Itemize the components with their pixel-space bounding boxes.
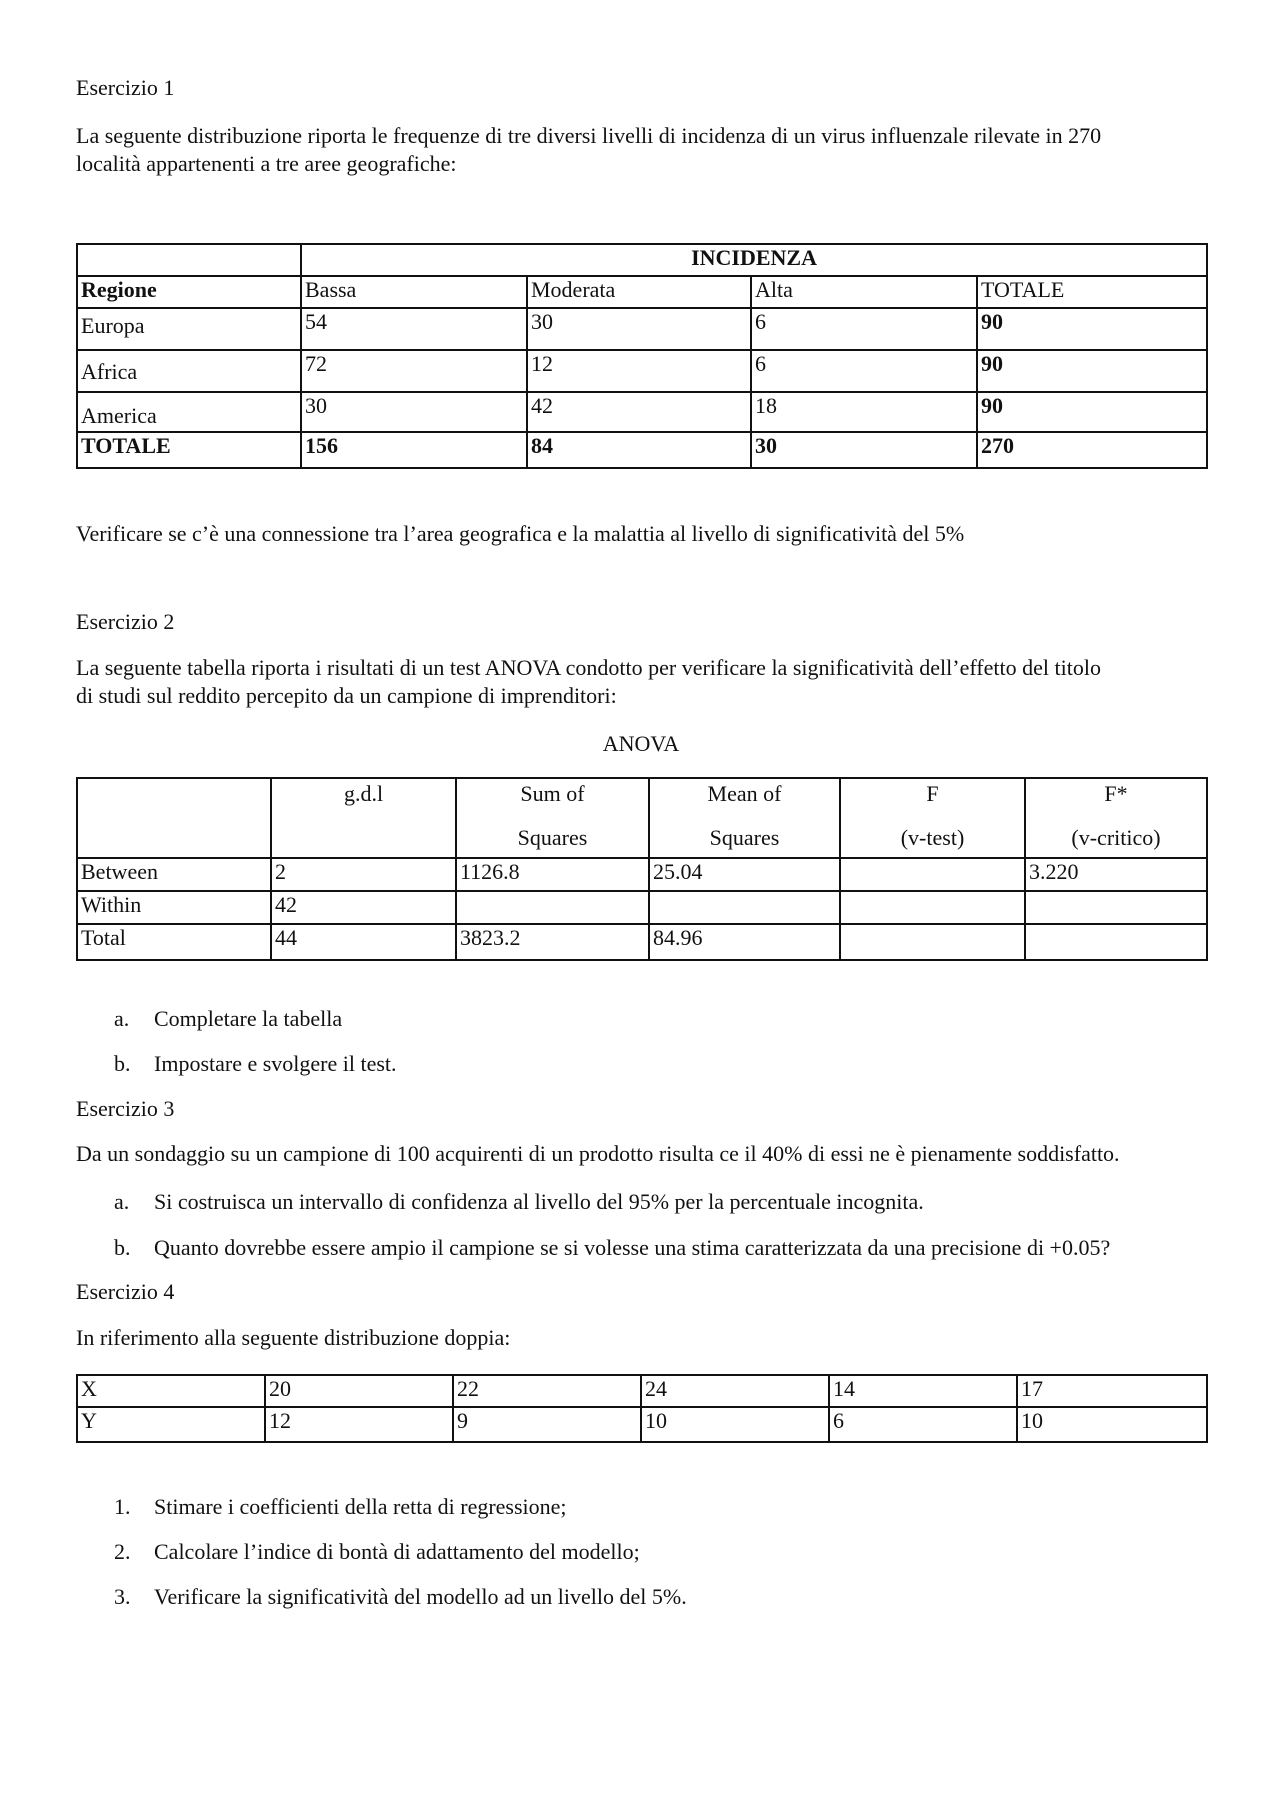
list-item-text: Verificare la significatività del modello ad un livello del 5%. [154,1584,687,1609]
table-cell [1025,924,1207,960]
table-cell: 42 [527,392,751,432]
header-line-top: Mean of [707,781,782,806]
row-label: TOTALE [77,432,301,468]
row-total: 90 [977,308,1207,350]
table-header-row [77,276,1207,308]
exercise-1-question: Verificare se c’è una connessione tra l’area geografica e la malattia al livello di significatività del 5% [76,521,965,546]
exercise-1-intro-line-1: La seguente distribuzione riporta le frequenze di tre diversi livelli di incidenza di un virus influenzale rilevate in 270 [76,123,1102,148]
list-item [114,1538,640,1566]
table-cell: 30 [527,308,751,350]
table-cell: 30 [301,392,527,432]
list-item [114,1583,687,1611]
column-header-sum-of-squares [456,778,649,858]
exercise-4-title: Esercizio 4 [76,1279,175,1304]
exercise-2-intro [76,654,1206,710]
list-marker: b. [114,1235,131,1260]
exercise-2-intro-line-1: La seguente tabella riporta i risultati di un test ANOVA condotto per verificare la significatività dell’effetto del titolo [76,655,1101,680]
table-cell: 6 [751,308,977,350]
xy-distribution-table [76,1374,1208,1443]
header-line-top: g.d.l [343,781,384,806]
table-cell: 2 [271,858,456,891]
table-cell: 12 [265,1407,453,1442]
column-header-mean-of-squares [649,778,840,858]
table-cell [840,891,1025,924]
table-cell: 3.220 [1025,858,1207,891]
table-cell [649,891,840,924]
list-marker: 3. [114,1584,131,1609]
exercise-3-title: Esercizio 3 [76,1096,175,1121]
list-item [114,1005,342,1033]
table-cell [840,858,1025,891]
incidence-group-header: INCIDENZA [301,244,1207,276]
row-total: 90 [977,350,1207,392]
table-cell: 54 [301,308,527,350]
list-item-text: Stimare i coefficienti della retta di regressione; [154,1494,567,1519]
header-line-top: F [926,781,939,806]
table-cell: 42 [271,891,456,924]
exercise-1-title: Esercizio 1 [76,75,175,100]
header-line-top: F* [1104,781,1128,806]
table-row [77,924,1207,960]
table-cell: 9 [453,1407,641,1442]
anova-table [76,777,1208,961]
column-header: TOTALE [977,276,1207,308]
list-marker: a. [114,1006,130,1031]
table-row [77,858,1207,891]
exercise-4-intro: In riferimento alla seguente distribuzione doppia: [76,1325,511,1350]
table-cell: 10 [1017,1407,1207,1442]
column-header: Regione [77,276,301,308]
table-cell [77,244,301,276]
table-cell: 20 [265,1375,453,1407]
table-cell: 18 [751,392,977,432]
table-cell [77,778,271,858]
header-line-top: Sum of [520,781,585,806]
table-cell: 24 [641,1375,829,1407]
header-line-bottom: Squares [517,825,588,850]
list-item [114,1188,924,1216]
table-cell [1025,891,1207,924]
list-item-text: Quanto dovrebbe essere ampio il campione se si volesse una stima caratterizzata da una precisione di +0.05? [154,1235,1111,1260]
column-total: 156 [301,432,527,468]
column-header-f-test [840,778,1025,858]
row-label: Africa [77,350,301,392]
row-total: 90 [977,392,1207,432]
table-row [77,308,1207,350]
list-marker: 2. [114,1539,131,1564]
column-header: Alta [751,276,977,308]
exercise-3-intro: Da un sondaggio su un campione di 100 acquirenti di un prodotto risulta ce il 40% di essi ne è pienamente soddisfatto. [76,1141,1120,1166]
list-item [114,1493,567,1521]
row-label: Total [77,924,271,960]
table-cell: 84.96 [649,924,840,960]
grand-total: 270 [977,432,1207,468]
list-item-text: Si costruisca un intervallo di confidenza al livello del 95% per la percentuale incognita. [154,1189,924,1214]
incidence-table [76,243,1208,469]
table-row [77,392,1207,432]
column-header-f-critical [1025,778,1207,858]
list-item [114,1050,397,1078]
table-row [77,350,1207,392]
table-row [77,1407,1207,1442]
exercise-2-intro-line-2: di studi sul reddito percepito da un campione di imprenditori: [76,683,617,708]
list-item [114,1234,1110,1262]
exercise-2-title: Esercizio 2 [76,609,175,634]
list-marker: 1. [114,1494,131,1519]
list-item-text: Completare la tabella [154,1006,343,1031]
column-total: 30 [751,432,977,468]
list-marker: a. [114,1189,130,1214]
table-row [77,1375,1207,1407]
table-cell: 1126.8 [456,858,649,891]
row-label: Europa [77,308,301,350]
table-cell: 17 [1017,1375,1207,1407]
row-label: America [77,392,301,432]
table-header-row [77,778,1207,858]
row-label: Y [77,1407,265,1442]
table-cell: 10 [641,1407,829,1442]
exercise-1-intro [76,122,1206,178]
table-cell: 44 [271,924,456,960]
table-cell: 6 [829,1407,1017,1442]
anova-table-title: ANOVA [602,731,680,756]
table-cell: 22 [453,1375,641,1407]
table-cell: 12 [527,350,751,392]
table-cell: 14 [829,1375,1017,1407]
header-line-bottom: Squares [709,825,780,850]
list-marker: b. [114,1051,131,1076]
header-line-bottom: (v-critico) [1071,825,1161,850]
list-item-text: Impostare e svolgere il test. [154,1051,397,1076]
exercise-1-intro-line-2: località appartenenti a tre aree geografiche: [76,151,457,176]
table-cell: 6 [751,350,977,392]
list-item-text: Calcolare l’indice di bontà di adattamento del modello; [154,1539,640,1564]
column-header-df [271,778,456,858]
row-label: X [77,1375,265,1407]
table-cell [456,891,649,924]
column-total: 84 [527,432,751,468]
table-cell: 72 [301,350,527,392]
column-header: Moderata [527,276,751,308]
column-header: Bassa [301,276,527,308]
table-cell: 3823.2 [456,924,649,960]
table-row [77,244,1207,276]
table-cell [840,924,1025,960]
table-total-row [77,432,1207,468]
table-cell: 25.04 [649,858,840,891]
header-line-bottom: (v-test) [900,825,965,850]
row-label: Within [77,891,271,924]
row-label: Between [77,858,271,891]
table-row [77,891,1207,924]
